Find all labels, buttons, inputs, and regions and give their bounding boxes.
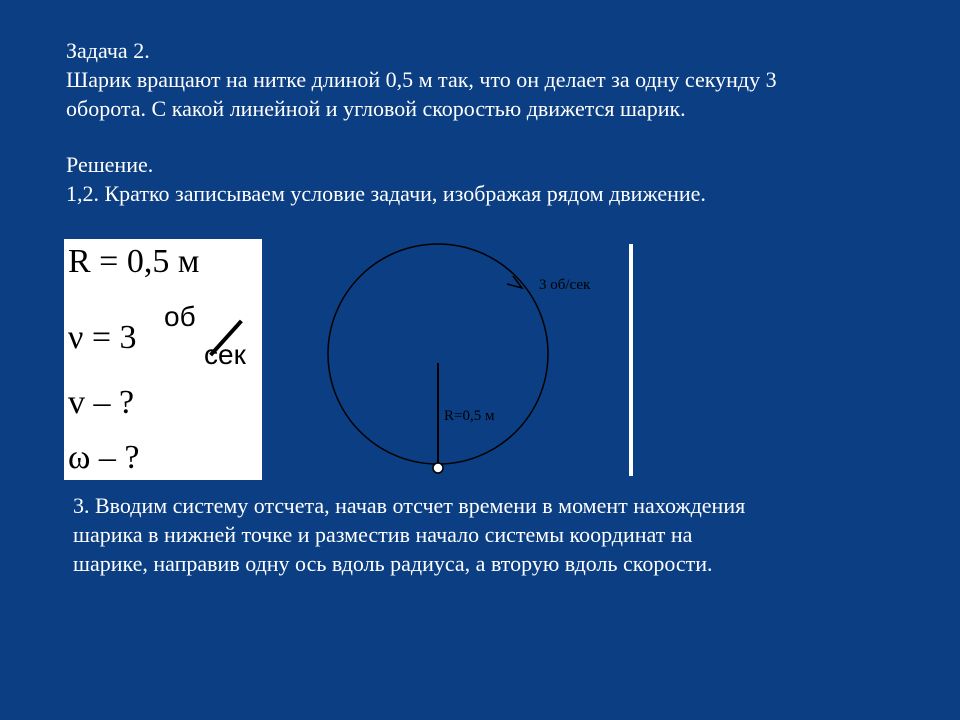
- given-panel: [64, 239, 262, 480]
- solution-section: [66, 150, 926, 208]
- step3-line-1: 3. Вводим систему отсчета, начав отсчет времени в момент нахождения: [73, 493, 746, 518]
- frequency-unit-denominator: сек: [204, 339, 246, 370]
- motion-diagram: [300, 230, 600, 480]
- rotation-arrow-icon: [507, 276, 522, 288]
- given-radius: R = 0,5 м: [68, 243, 200, 280]
- solution-heading: Решение.: [66, 152, 154, 177]
- divider-line: [629, 244, 633, 476]
- given-angular-velocity: ω – ?: [68, 439, 140, 476]
- task-statement: [66, 36, 926, 123]
- task-line-2: оборота. С какой линейной и угловой скоростью движется шарик.: [66, 96, 686, 121]
- given-frequency: [68, 321, 137, 355]
- given-linear-velocity: v – ?: [68, 384, 135, 421]
- radius-label: R=0,5 м: [444, 408, 495, 424]
- given-frequency-value: ν = 3: [68, 319, 137, 356]
- solution-step-12: 1,2. Кратко записываем условие задачи, изображая рядом движение.: [66, 181, 706, 206]
- task-heading: Задача 2.: [66, 38, 150, 63]
- frequency-unit-numerator: об: [164, 301, 196, 332]
- step3-section: [73, 491, 933, 578]
- step3-line-2: шарика в нижней точке и разместив начало системы координат на: [73, 522, 693, 547]
- ball-icon: [433, 463, 443, 473]
- rotation-label: 3 об/сек: [539, 277, 591, 293]
- step3-line-3: шарике, направив одну ось вдоль радиуса, а вторую вдоль скорости.: [73, 551, 713, 576]
- task-line-1: Шарик вращают на нитке длиной 0,5 м так, что он делает за одну секунду 3: [66, 67, 777, 92]
